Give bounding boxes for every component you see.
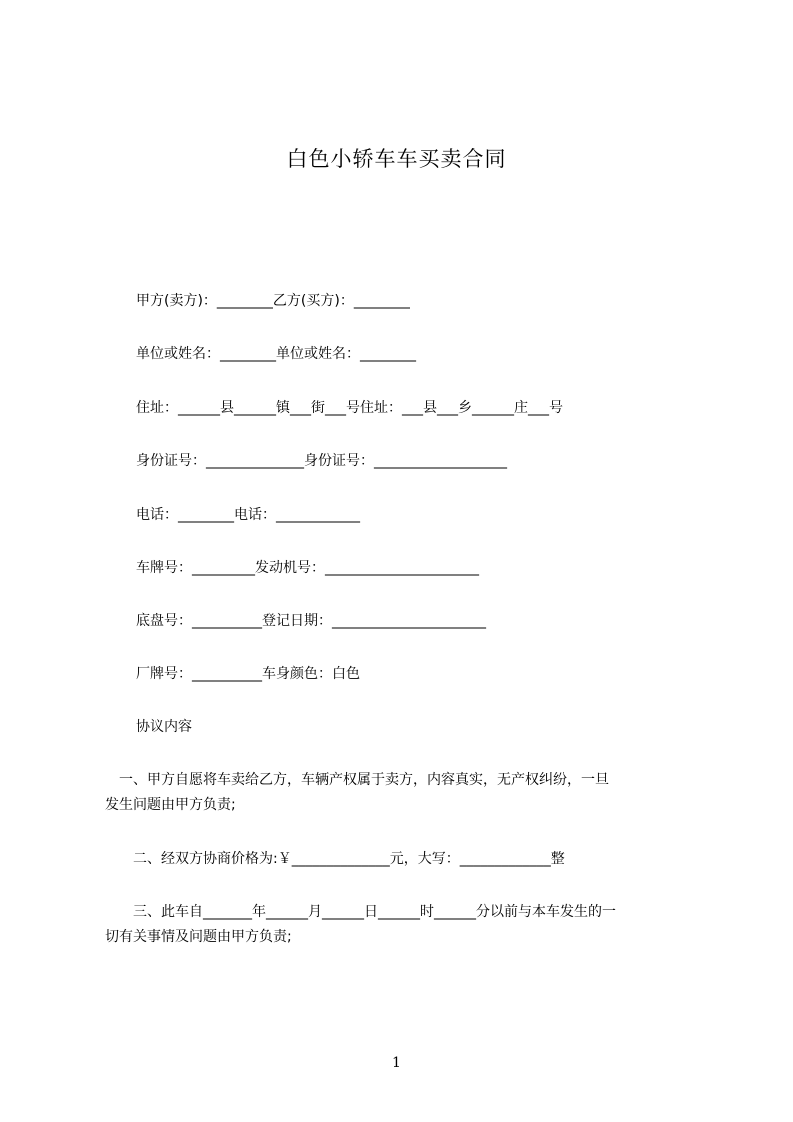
clause-3-line-1: 三、此车自_______年______月______日______时______分以前与本车发生的一 <box>105 904 616 920</box>
clause-3-line-2: 切有关事情及问题由甲方负责; <box>105 929 292 945</box>
clause-2 <box>105 847 705 872</box>
parties-line: 甲方(卖方)：________乙方(买方)：________ <box>136 293 410 309</box>
brand-color-line: 厂牌号：__________车身颜色：白色 <box>136 666 360 682</box>
clause-1 <box>105 768 705 818</box>
clause-1-line-2: 发生问题由甲方负责; <box>105 797 236 813</box>
plate-engine-line: 车牌号：_________发动机号：______________________ <box>136 560 479 576</box>
section-heading: 协议内容 <box>136 719 192 735</box>
chassis-date-line: 底盘号：__________登记日期：______________________ <box>136 613 486 629</box>
document-title: 白色小轿车车买卖合同 <box>286 147 507 171</box>
clause-3 <box>105 900 705 950</box>
clause-1-line-1: 一、甲方自愿将车卖给乙方，车辆产权属于卖方，内容真实，无产权纠纷，一旦 <box>105 772 609 788</box>
clause-2-line-1: 二、经双方协商价格为:￥______________元，大写：_____________整 <box>105 851 565 867</box>
names-line: 单位或姓名：________单位或姓名：________ <box>136 346 416 362</box>
page-number: 1 <box>392 1055 401 1071</box>
address-line: 住址：______县______镇___街___号住址：___县___乡______庄___号 <box>136 400 563 416</box>
id-number-line: 身份证号：______________身份证号：___________________ <box>136 453 507 469</box>
phone-line: 电话：________电话：____________ <box>136 507 360 523</box>
